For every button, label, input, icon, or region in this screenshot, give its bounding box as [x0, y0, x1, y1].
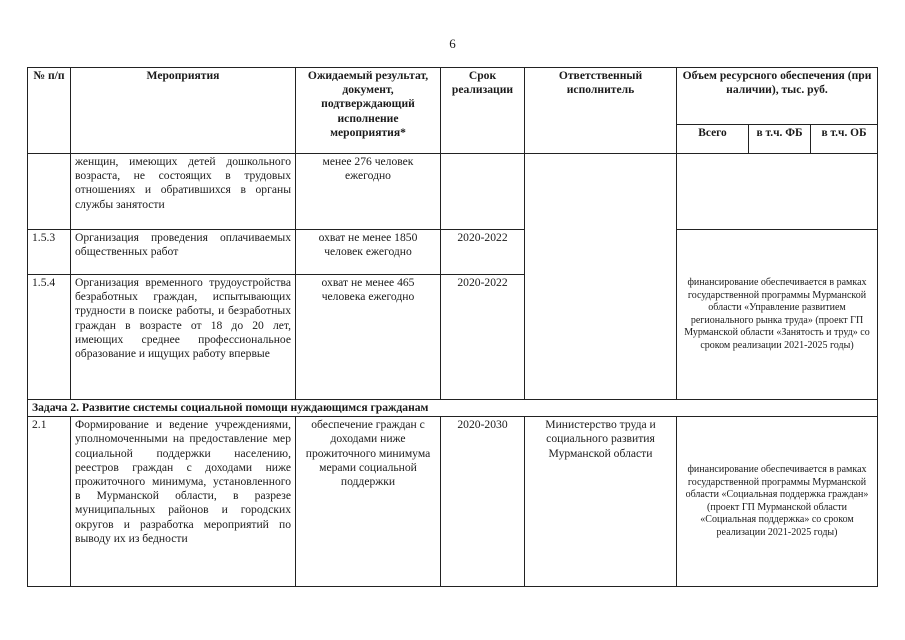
row-event: Формирование и ведение учреждениями, уполномоченными на предоставление мер социальной поддержки населению, реестров граждан с доходами ниже прожиточного минимума, установленного в Мурманской области, в разрезе муниципальных районов и городских округов и разработка мероприятий по выводу их из бедности [71, 417, 296, 587]
header-result: Ожидаемый результат, документ, подтверждающий исполнение мероприятия* [296, 68, 441, 154]
row-num: 2.1 [28, 417, 71, 587]
table-row [28, 154, 878, 230]
task-row [28, 400, 878, 417]
measures-table [27, 67, 878, 587]
row-result: менее 276 человек ежегодно [296, 154, 441, 230]
row-result: охват не менее 1850 человек ежегодно [296, 230, 441, 275]
row-term: 2020-2022 [441, 275, 525, 400]
table-row [28, 417, 878, 587]
row-executor: Министерство труда и социального развития Мурманской области [525, 417, 677, 587]
page-number: 6 [449, 36, 456, 51]
row-num: 1.5.4 [28, 275, 71, 400]
row-result: обеспечение граждан с доходами ниже прожиточного минимума мерами социальной поддержки [296, 417, 441, 587]
header-fb: в т.ч. ФБ [749, 125, 811, 154]
header-event: Мероприятия [71, 68, 296, 154]
header-funding: Объем ресурсного обеспечения (при наличии), тыс. руб. [677, 68, 878, 125]
funding-cell-empty [677, 154, 878, 230]
header-ob: в т.ч. ОБ [811, 125, 878, 154]
table-row [28, 230, 878, 275]
row-event: Организация временного трудоустройства безработных граждан, испытывающих трудности в поиске работы, и безработных граждан в возрасте от 18 до 20 лет, имеющих среднее профессиональное образование и ищущих работу впервые [71, 275, 296, 400]
funding-note: финансирование обеспечивается в рамках государственной программы Мурманской области «Управление развитием регионального рынка труда» (проект ГП Мурманской области «Занятость и труд» со сроком реализации 2021-2025 годы) [677, 230, 878, 400]
task-title: Задача 2. Развитие системы социальной помощи нуждающимся гражданам [28, 400, 878, 417]
funding-note: финансирование обеспечивается в рамках государственной программы Мурманской области «Социальная поддержка граждан» (проект ГП Мурманской области «Социальная поддержка» со сроком реализации 2021-2025 годы) [677, 417, 878, 587]
row-term: 2020-2030 [441, 417, 525, 587]
row-num [28, 154, 71, 230]
row-term [441, 154, 525, 230]
header-term: Срок реализации [441, 68, 525, 154]
row-term: 2020-2022 [441, 230, 525, 275]
header-row [28, 68, 878, 125]
row-result: охват не менее 465 человека ежегодно [296, 275, 441, 400]
header-total: Всего [677, 125, 749, 154]
row-num: 1.5.3 [28, 230, 71, 275]
header-executor: Ответственный исполнитель [525, 68, 677, 154]
header-num: № п/п [28, 68, 71, 154]
row-event: Организация проведения оплачиваемых общественных работ [71, 230, 296, 275]
row-event: женщин, имеющих детей дошкольного возраста, не состоящих в трудовых отношениях и обратившихся в органы службы занятости [71, 154, 296, 230]
executor-cell-empty [525, 154, 677, 400]
